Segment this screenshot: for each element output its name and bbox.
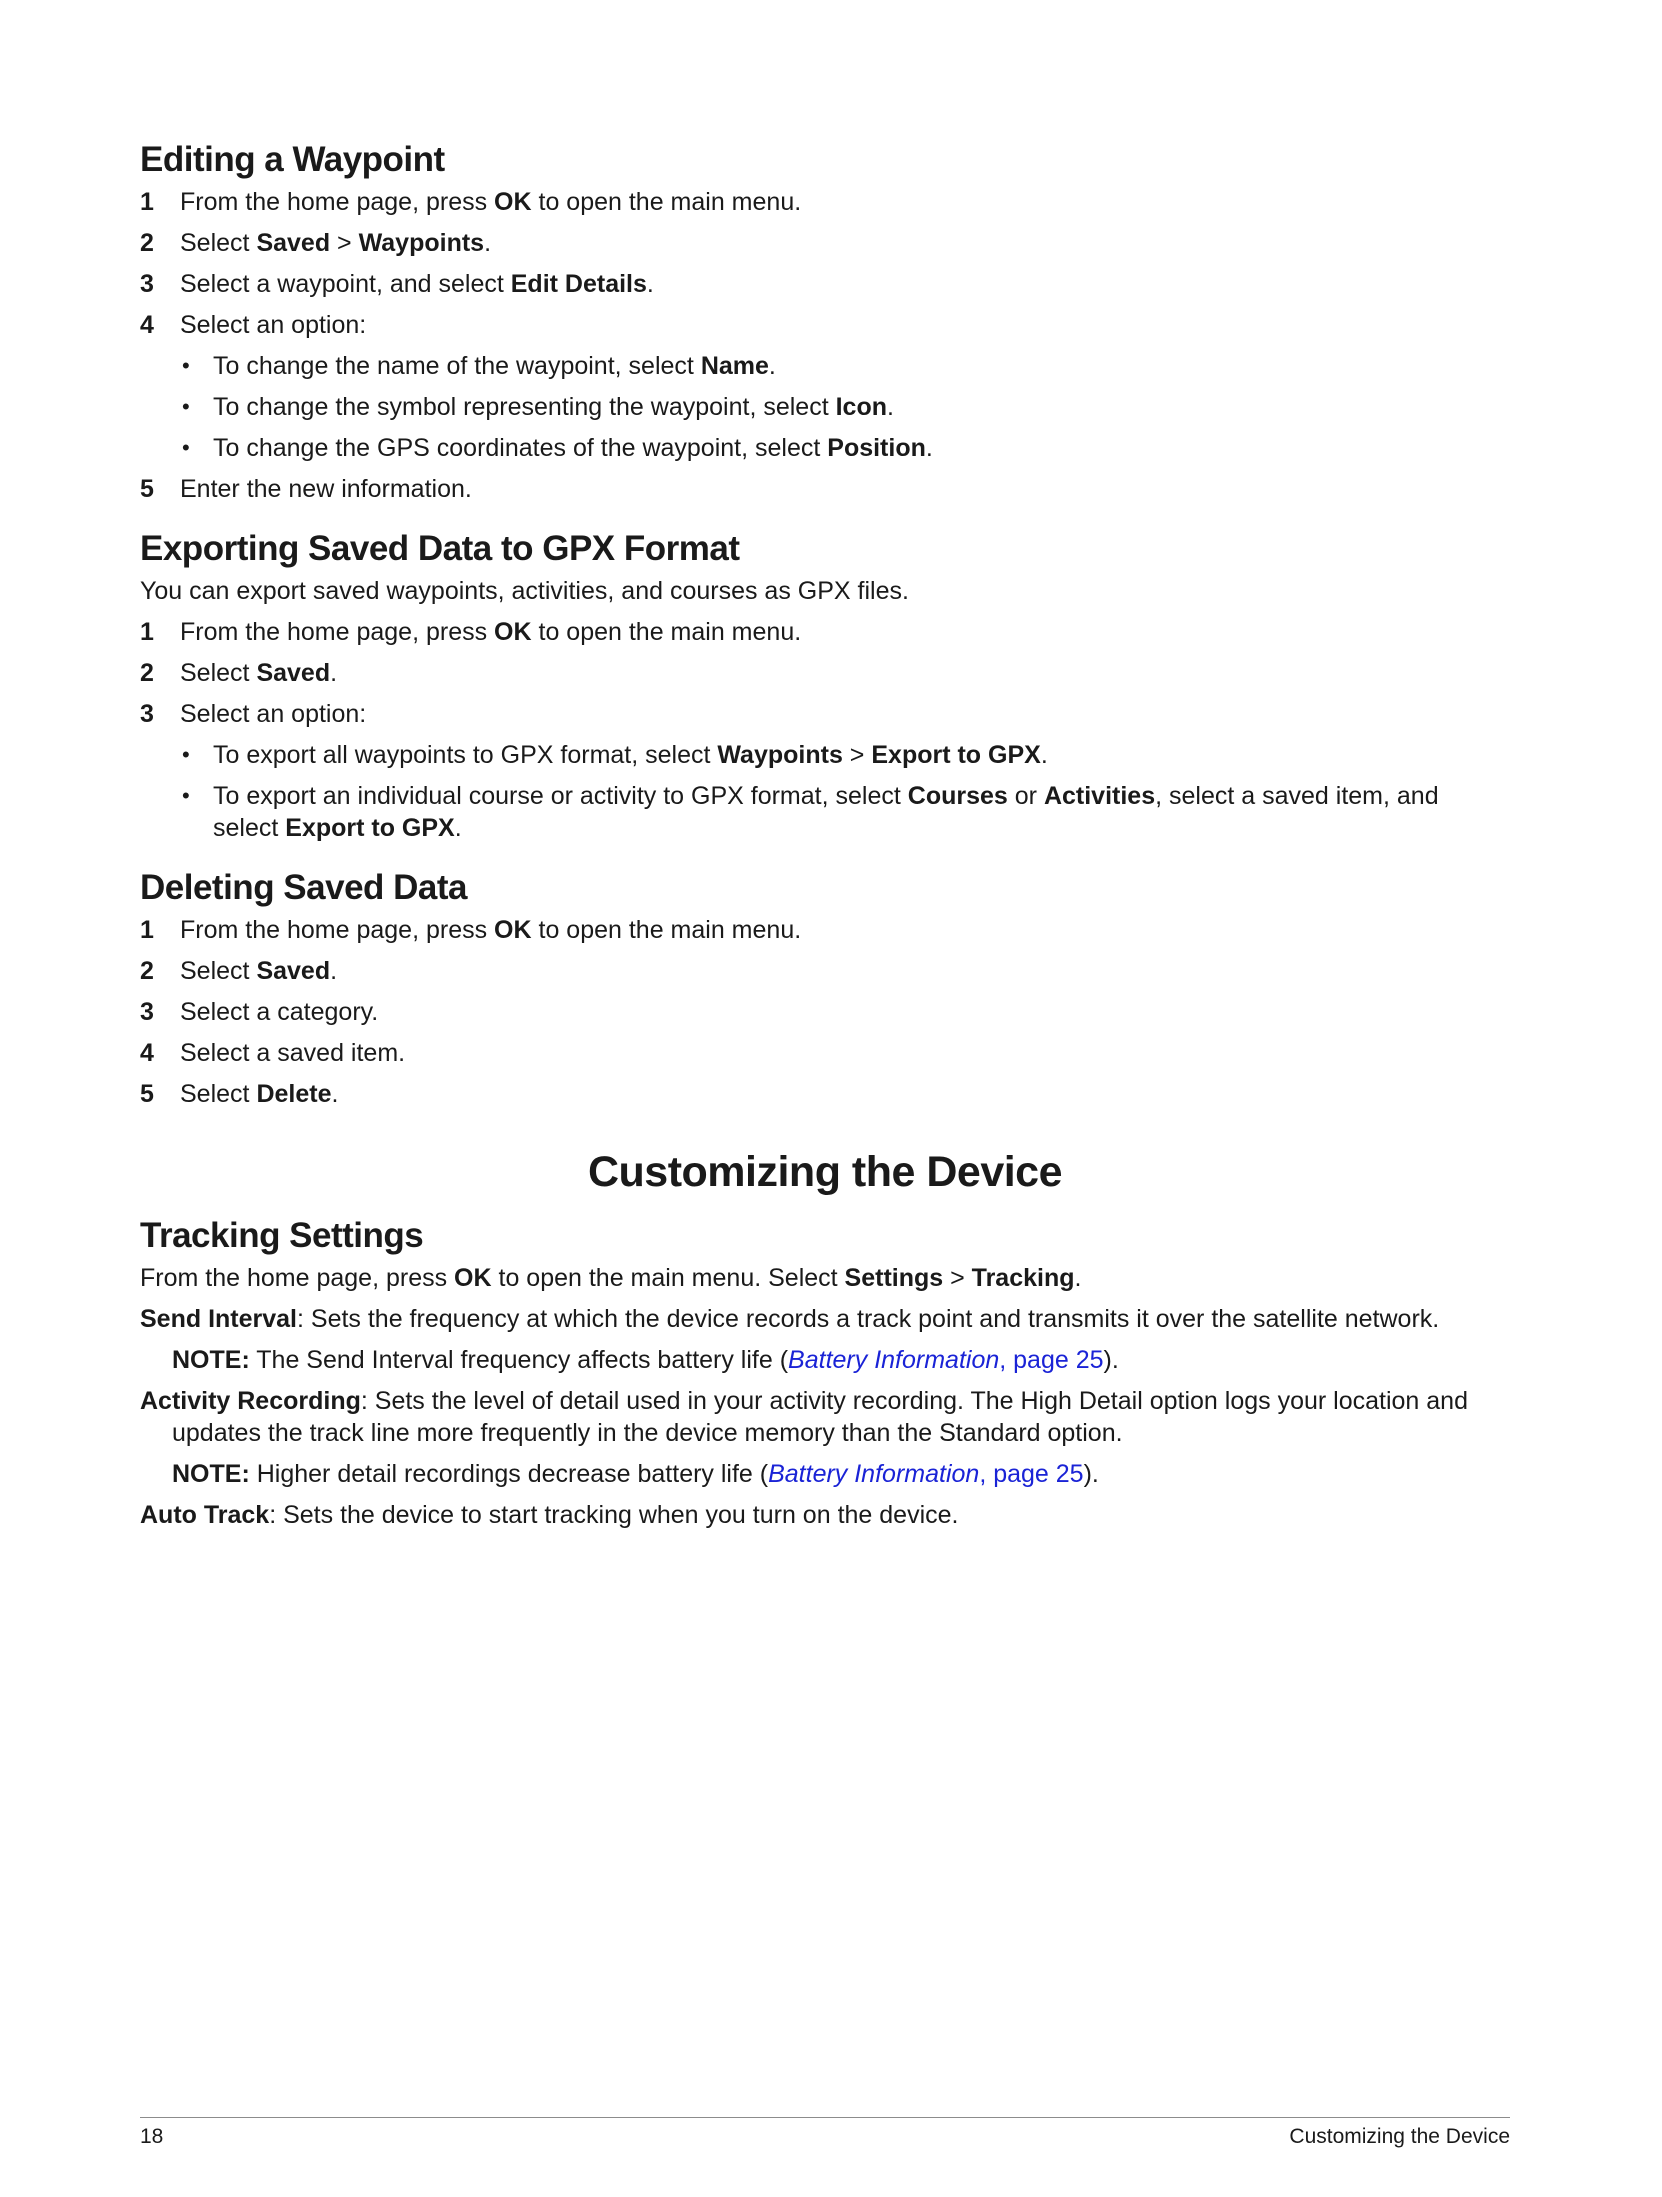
step-text: From the home page, press bbox=[180, 618, 495, 646]
step-number: 1 bbox=[140, 188, 154, 216]
intro-bold: OK bbox=[454, 1264, 492, 1292]
step-item bbox=[140, 473, 1510, 505]
step-item bbox=[140, 186, 1510, 218]
step-bold: Edit Details bbox=[510, 270, 647, 298]
def-text: : Sets the frequency at which the device records a track point and transmits it over the satellite network. bbox=[297, 1305, 1440, 1333]
bullet-text: . bbox=[1040, 741, 1048, 769]
bullet-text: To change the symbol representing the waypoint, select bbox=[213, 393, 836, 421]
bullet-text: To export all waypoints to GPX format, select bbox=[213, 741, 718, 769]
bullet-item bbox=[180, 391, 1510, 423]
heading-tracking-settings: Tracking Settings bbox=[140, 1216, 424, 1255]
step-item bbox=[140, 955, 1510, 987]
intro-bold: Settings bbox=[844, 1264, 944, 1292]
bullet-bold: Activities bbox=[1043, 782, 1156, 810]
intro-bold: Tracking bbox=[971, 1264, 1075, 1292]
note-text: ). bbox=[1083, 1460, 1099, 1488]
footer-section-title: Customizing the Device bbox=[1289, 2125, 1510, 2148]
step-item bbox=[140, 996, 1510, 1028]
step-number: 1 bbox=[140, 916, 154, 944]
export-steps bbox=[140, 616, 1510, 844]
def-text: : Sets the level of detail used in your activity recording. The High Detail option logs your location and updates the track line more frequently in the device memory than the Standard option. bbox=[172, 1387, 1468, 1447]
note-text: ). bbox=[1103, 1346, 1119, 1374]
bullet-bold: Name bbox=[700, 352, 769, 380]
step-text: . bbox=[646, 270, 654, 298]
link-title: Battery Information bbox=[788, 1346, 1000, 1374]
heading-deleting-saved-data: Deleting Saved Data bbox=[140, 868, 467, 907]
export-bullets bbox=[180, 739, 1510, 844]
bullet-text: . bbox=[925, 434, 933, 462]
step-item bbox=[140, 227, 1510, 259]
step-text: Enter the new information. bbox=[180, 475, 472, 503]
step-text: From the home page, press bbox=[180, 916, 495, 944]
intro-text: to open the main menu. Select bbox=[491, 1264, 845, 1292]
step-number: 5 bbox=[140, 475, 154, 503]
bullet-item bbox=[180, 432, 1510, 464]
heading-editing-waypoint: Editing a Waypoint bbox=[140, 140, 445, 179]
note-text: Higher detail recordings decrease battery life ( bbox=[249, 1460, 769, 1488]
step-bold: Waypoints bbox=[358, 229, 485, 257]
step-item bbox=[140, 698, 1510, 844]
page-content bbox=[140, 138, 1510, 1540]
step-text: . bbox=[330, 659, 338, 687]
def-send-interval bbox=[140, 1303, 1510, 1335]
def-term: Send Interval bbox=[140, 1305, 297, 1333]
step-text: Select bbox=[180, 957, 257, 985]
step-bold: OK bbox=[494, 188, 532, 216]
step-text: . bbox=[484, 229, 492, 257]
bullet-text: To change the GPS coordinates of the waypoint, select bbox=[213, 434, 828, 462]
chapter-title: Customizing the Device bbox=[587, 1148, 1063, 1196]
step-text: Select an option: bbox=[180, 700, 367, 728]
battery-information-link[interactable] bbox=[788, 1346, 1103, 1374]
tracking-definitions bbox=[140, 1303, 1510, 1531]
step-bold: Saved bbox=[256, 957, 331, 985]
bullet-icon: • bbox=[182, 435, 190, 460]
step-text: From the home page, press bbox=[180, 188, 495, 216]
step-bold: Delete bbox=[256, 1080, 332, 1108]
bullet-icon: • bbox=[182, 783, 190, 808]
export-intro: You can export saved waypoints, activities, and courses as GPX files. bbox=[140, 577, 909, 605]
bullet-bold: Export to GPX bbox=[871, 741, 1041, 769]
step-text: . bbox=[330, 957, 338, 985]
step-number: 3 bbox=[140, 700, 154, 728]
step-item bbox=[140, 914, 1510, 946]
step-text: to open the main menu. bbox=[531, 188, 802, 216]
bullet-text: > bbox=[842, 741, 872, 769]
note-text: The Send Interval frequency affects battery life ( bbox=[249, 1346, 789, 1374]
bullet-bold: Waypoints bbox=[717, 741, 843, 769]
bullet-text: To change the name of the waypoint, select bbox=[213, 352, 701, 380]
step-number: 3 bbox=[140, 998, 154, 1026]
editing-steps bbox=[140, 186, 1510, 505]
tracking-intro bbox=[140, 1262, 1510, 1294]
note-send-interval bbox=[172, 1344, 1510, 1376]
link-title: Battery Information bbox=[768, 1460, 980, 1488]
step-text: Select bbox=[180, 659, 257, 687]
step-number: 3 bbox=[140, 270, 154, 298]
step-text: > bbox=[330, 229, 359, 257]
bullet-item bbox=[180, 350, 1510, 382]
step-text: to open the main menu. bbox=[531, 618, 802, 646]
step-item bbox=[140, 1037, 1510, 1069]
def-auto-track bbox=[140, 1499, 1510, 1531]
step-text: Select an option: bbox=[180, 311, 367, 339]
bullet-item bbox=[180, 739, 1510, 771]
delete-steps bbox=[140, 914, 1510, 1110]
bullet-text: , select a saved item, and select bbox=[213, 782, 1439, 842]
step-item bbox=[140, 657, 1510, 689]
step-text: Select bbox=[180, 1080, 257, 1108]
bullet-bold: Position bbox=[827, 434, 926, 462]
step-bold: Saved bbox=[256, 229, 331, 257]
step-text: Select bbox=[180, 229, 257, 257]
def-activity-recording bbox=[140, 1385, 1510, 1449]
link-page: , page 25 bbox=[979, 1460, 1084, 1488]
battery-information-link[interactable] bbox=[768, 1460, 1083, 1488]
bullet-bold: Icon bbox=[835, 393, 887, 421]
note-activity-recording bbox=[172, 1458, 1510, 1490]
bullet-bold: Courses bbox=[907, 782, 1008, 810]
bullet-icon: • bbox=[182, 394, 190, 419]
step-item bbox=[140, 268, 1510, 300]
def-text: : Sets the device to start tracking when you turn on the device. bbox=[269, 1501, 959, 1529]
step-number: 2 bbox=[140, 659, 154, 687]
intro-text: . bbox=[1074, 1264, 1082, 1292]
step-number: 4 bbox=[140, 1039, 154, 1067]
step-number: 2 bbox=[140, 957, 154, 985]
footer-divider bbox=[140, 2117, 1510, 2118]
bullet-icon: • bbox=[182, 353, 190, 378]
def-term: Auto Track bbox=[140, 1501, 270, 1529]
heading-exporting-gpx: Exporting Saved Data to GPX Format bbox=[140, 529, 740, 568]
bullet-icon: • bbox=[182, 742, 190, 767]
page-number: 18 bbox=[140, 2125, 164, 2148]
note-label: NOTE: bbox=[172, 1460, 250, 1488]
step-number: 2 bbox=[140, 229, 154, 257]
step-number: 1 bbox=[140, 618, 154, 646]
step-bold: Saved bbox=[256, 659, 331, 687]
step-number: 4 bbox=[140, 311, 154, 339]
note-label: NOTE: bbox=[172, 1346, 250, 1374]
bullet-text: . bbox=[454, 814, 462, 842]
bullet-text: . bbox=[887, 393, 894, 421]
bullet-text: . bbox=[768, 352, 776, 380]
intro-text: From the home page, press bbox=[140, 1264, 455, 1292]
step-item bbox=[140, 1078, 1510, 1110]
step-text: Select a saved item. bbox=[180, 1039, 406, 1067]
option-bullets bbox=[180, 350, 1510, 464]
step-text: Select a category. bbox=[180, 998, 379, 1026]
step-text: . bbox=[331, 1080, 339, 1108]
def-term: Activity Recording bbox=[140, 1387, 361, 1415]
bullet-text: To export an individual course or activity to GPX format, select bbox=[213, 782, 908, 810]
step-bold: OK bbox=[494, 916, 532, 944]
bullet-bold: Export to GPX bbox=[285, 814, 455, 842]
step-text: to open the main menu. bbox=[531, 916, 802, 944]
step-number: 5 bbox=[140, 1080, 154, 1108]
intro-text: > bbox=[943, 1264, 972, 1292]
bullet-text: or bbox=[1007, 782, 1044, 810]
step-item bbox=[140, 616, 1510, 648]
step-bold: OK bbox=[494, 618, 532, 646]
step-text: Select a waypoint, and select bbox=[180, 270, 511, 298]
step-item bbox=[140, 309, 1510, 464]
bullet-item bbox=[180, 780, 1510, 844]
link-page: , page 25 bbox=[999, 1346, 1104, 1374]
